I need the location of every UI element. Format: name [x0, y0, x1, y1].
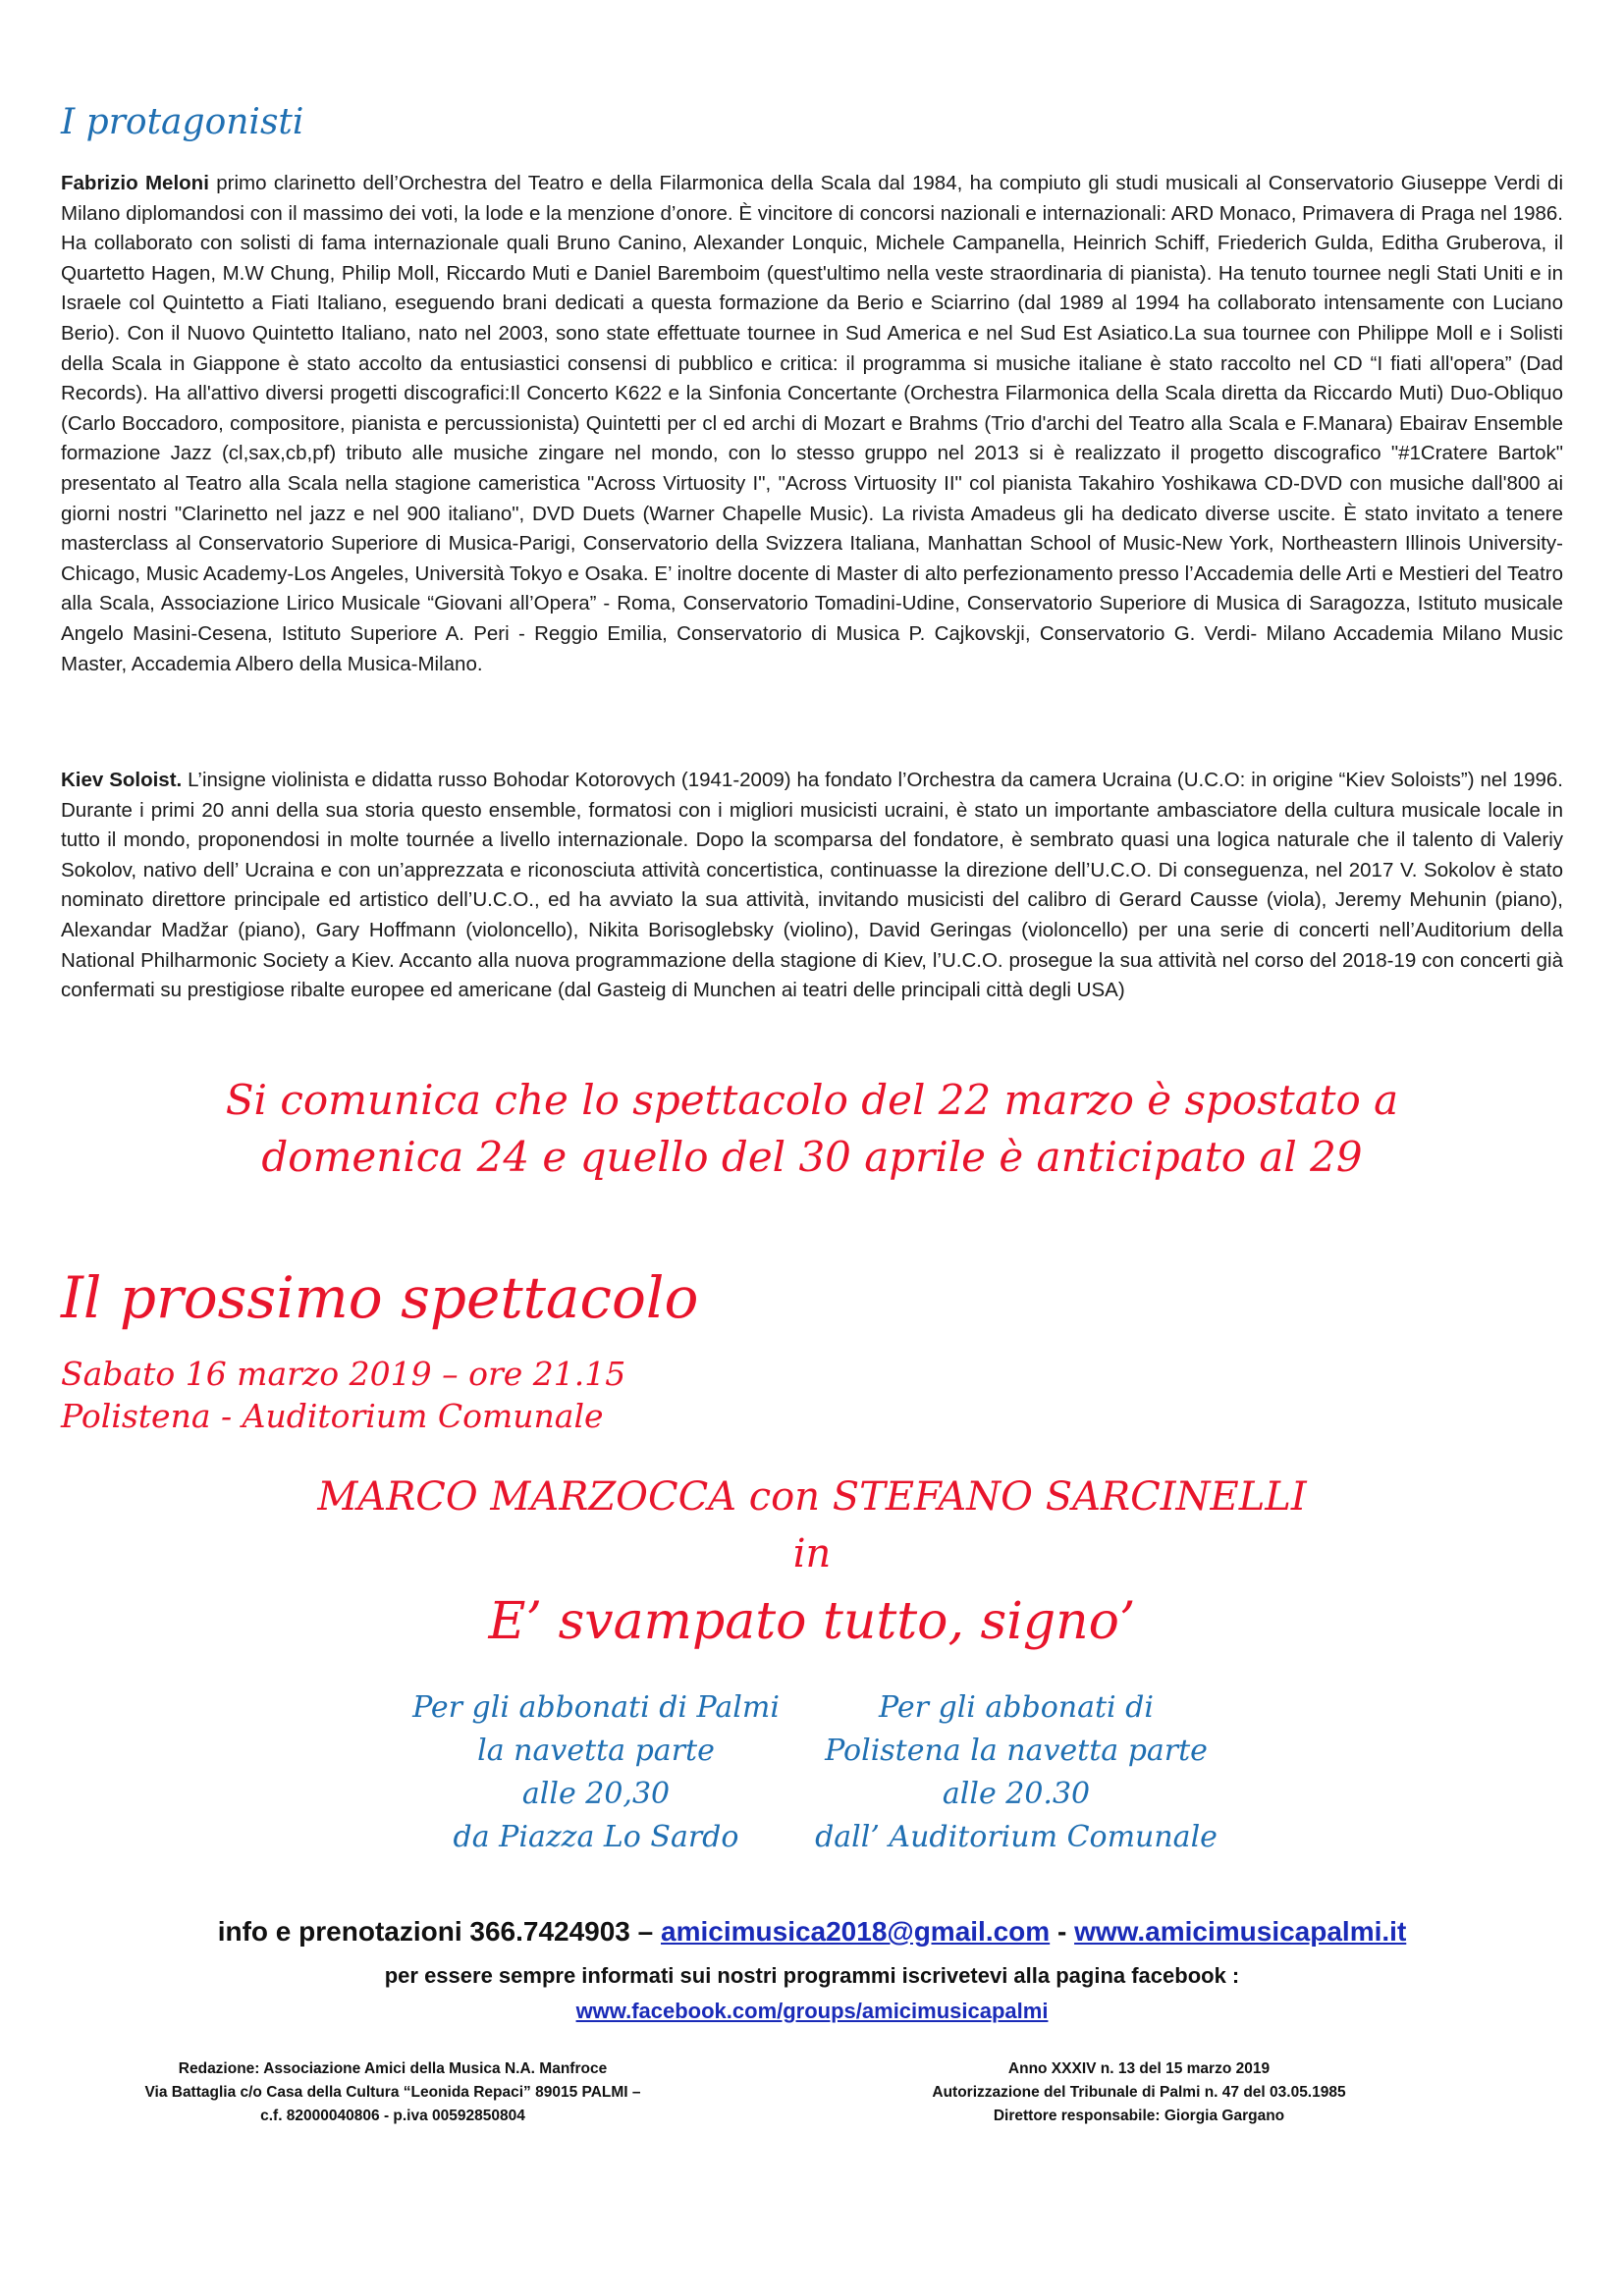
shuttle-palmi-line: da Piazza Lo Sardo — [453, 1820, 739, 1854]
shuttle-palmi-line: alle 20,30 — [521, 1777, 671, 1811]
shuttle-palmi-line: Per gli abbonati di Palmi — [412, 1690, 780, 1725]
notice-line-1: Si comunica che lo spettacolo del 22 marzo è spostato a — [225, 1076, 1399, 1124]
shuttle-info-palmi — [365, 1686, 827, 1859]
footer-publication-line: Anno XXXIV n. 13 del 15 marzo 2019 — [1007, 2060, 1271, 2077]
footer-editorial-line: Redazione: Associazione Amici della Musica N.A. Manfroce — [178, 2060, 608, 2077]
footer-publication-line: Autorizzazione del Tribunale di Palmi n. 47 del 03.05.1985 — [932, 2084, 1346, 2101]
facebook-group-link[interactable]: www.facebook.com/groups/amicimusicapalmi — [575, 1999, 1049, 2023]
notice-line-2: domenica 24 e quello del 30 aprile è anticipato al 29 — [261, 1133, 1363, 1181]
bio-kiev-soloists — [61, 766, 1563, 1006]
email-link[interactable]: amicimusica2018@gmail.com — [661, 1916, 1051, 1947]
contact-line — [61, 1916, 1563, 1948]
footer-publication-line: Direttore responsabile: Giorgia Gargano — [993, 2108, 1285, 2124]
next-show-heading: Il prossimo spettacolo — [61, 1264, 699, 1331]
shuttle-polistena-line: alle 20.30 — [942, 1777, 1091, 1811]
website-link[interactable]: www.amicimusicapalmi.it — [1074, 1916, 1407, 1947]
shuttle-polistena-line: dall’ Auditorium Comunale — [815, 1820, 1218, 1854]
shuttle-polistena-line: Polistena la navetta parte — [825, 1734, 1208, 1768]
bio-meloni — [61, 169, 1563, 679]
section-title: I protagonisti — [61, 102, 304, 142]
shuttle-info-polistena — [785, 1686, 1247, 1859]
schedule-change-notice — [61, 1072, 1563, 1186]
contact-separator: - — [1050, 1916, 1075, 1947]
footer-editorial-line: Via Battaglia c/o Casa della Cultura “Leonida Repaci” 89015 PALMI – — [144, 2084, 641, 2101]
footer-publication — [864, 2057, 1414, 2128]
contact-prefix: info e prenotazioni 366.7424903 – — [217, 1916, 662, 1947]
next-show-in: in — [792, 1531, 832, 1576]
bio-kiev-name: Kiev Soloist. — [61, 769, 183, 791]
next-show-date: Sabato 16 marzo 2019 – ore 21.15 — [61, 1355, 626, 1393]
next-show-title: E’ svampato tutto, signo’ — [488, 1592, 1136, 1651]
footer-editorial — [137, 2057, 648, 2128]
bio-meloni-name: Fabrizio Meloni — [61, 172, 209, 194]
facebook-invite: per essere sempre informati sui nostri programmi iscrivetevi alla pagina facebook : — [384, 1963, 1240, 1988]
next-show-performers: MARCO MARZOCCA con STEFANO SARCINELLI — [317, 1474, 1307, 1520]
bio-meloni-text: primo clarinetto dell’Orchestra del Teatro e della Filarmonica della Scala dal 1984, ha compiuto gli studi musicali al Conservatorio Giuseppe Verdi di Milano diplomandosi con il massimo dei voti, la lode e la menzione d’onore. È vincitore di concorsi nazionali e internazionali: ARD Monaco, Primavera di Praga nel 1986. Ha collaborato con solisti di fama internazionale quali Bruno Canino, Alexander Lonquic, Michele Campanella, Heinrich Schiff, Friederich Gulda, Editha Gruberova, il Quartetto Hagen, M.W Chung, Philip Moll, Riccardo Muti e Daniel Baremboim (quest'ultimo nella veste straordinaria di pianista). Ha tenuto tournee negli Stati Uniti e in Israele col Quintetto a Fiati Italiano, eseguendo brani dedicati a questa formazione da Berio e Sciarrino (dal 1989 al 1994 ha collaborato intensamente con Luciano Berio). Con il Nuovo Quintetto Italiano, nato nel 2003, sono state effettuate tournee in Sud America e nel Sud Est Asiatico.La sua tournee con Philippe Moll e i Solisti della Scala in Giappone è stato accolto da entusiastici consensi di pubblico e critica: il programma si musiche italiane è stato raccolto nel CD “I fiati all'opera” (Dad Records). Ha all'attivo diversi progetti discografici:Il Concerto K622 e la Sinfonia Concertante (Orchestra Filarmonica della Scala diretta da Riccardo Muti) Duo-Obliquo (Carlo Boccadoro, compositore, pianista e percussionista) Quintetti per cl ed archi di Mozart e Brahms (Trio d'archi del Teatro alla Scala e F.Manara) Ebairav Ensemble formazione Jazz (cl,sax,cb,pf) tributo alle musiche zingare nel mondo, con lo stesso gruppo nel 2013 si è realizzato il progetto discografico "#1Cratere Bartok" presentato al Teatro alla Scala nella stagione cameristica "Across Virtuosity I", "Across Virtuosity II" col pianista Takahiro Yoshikawa CD-DVD con musiche dall'800 ai giorni nostri "Clarinetto nel jazz e nel 900 italiano", DVD Duets (Warner Chapelle Music). La rivista Amadeus gli ha dedicato diverse uscite. È stato invitato a tenere masterclass al Conservatorio Superiore di Musica-Parigi, Conservatorio della Svizzera Italiana, Manhattan School of Music-New York, Northeastern Illinois University-Chicago, Music Academy-Los Angeles, Università Tokyo e Osaka. E’ inoltre docente di Master di alto perfezionamento presso l’Accademia delle Arti e Mestieri del Teatro alla Scala, Associazione Lirico Musicale “Giovani all’Opera” - Roma, Conservatorio Tomadini-Udine, Conservatorio Superiore di Musica di Saragozza, Istituto musicale Angelo Masini-Cesena, Istituto Superiore A. Peri - Reggio Emilia, Conservatorio di Musica P. Cajkovskji, Conservatorio G. Verdi- Milano Accademia Milano Music Master, Accademia Albero della Musica-Milano. — [61, 172, 1563, 675]
shuttle-polistena-line: Per gli abbonati di — [879, 1690, 1154, 1725]
next-show-venue: Polistena - Auditorium Comunale — [61, 1397, 604, 1435]
shuttle-palmi-line: la navetta parte — [477, 1734, 715, 1768]
footer-editorial-line: c.f. 82000040806 - p.iva 00592850804 — [260, 2108, 525, 2124]
bio-kiev-text: L’insigne violinista e didatta russo Bohodar Kotorovych (1941-2009) ha fondato l’Orchestra da camera Ucraina (U.C.O: in origine “Kiev Soloists”) nel 1996. Durante i primi 20 anni della sua storia questo ensemble, formatosi con i migliori musicisti ucraini, è stato un importante ambasciatore della cultura musicale locale in tutto il mondo, proponendosi in molte tournée a livello internazionale. Dopo la scomparsa del fondatore, è sembrato quasi una logica naturale che il talento di Valeriy Sokolov, nativo dell’ Ucraina e con un’apprezzata e riconosciuta attività concertistica, continuasse la direzione dell’U.C.O. Di conseguenza, nel 2017 V. Sokolov è stato nominato direttore principale ed artistico dell’U.C.O., ed ha avviato la sua attività, invitando musicisti del calibro di Gerard Causse (viola), Jeremy Mehunin (piano), Alexandar Madžar (piano), Gary Hoffmann (violoncello), Nikita Borisoglebsky (violino), David Geringas (violoncello) per una serie di concerti nell’Auditorium della National Philharmonic Society a Kiev. Accanto alla nuova programmazione della stagione di Kiev, l’U.C.O. prosegue la sua attività nel corso del 2018-19 con concerti già confermati su prestigiose ribalte europee ed americane (dal Gasteig di Munchen ai teatri delle principali città degli USA) — [61, 769, 1564, 1002]
